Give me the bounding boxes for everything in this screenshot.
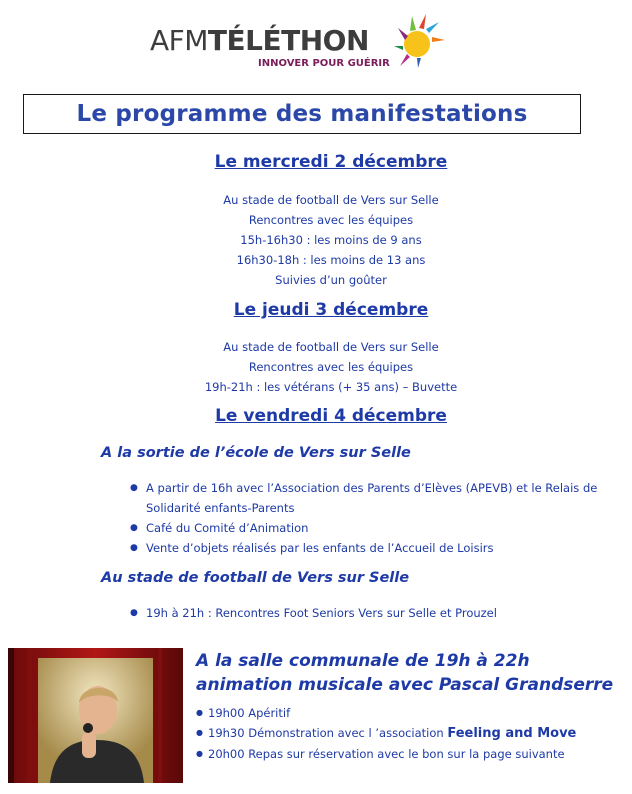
logo-wordmark [150,24,369,57]
singer-photo [8,648,183,783]
sun-icon [390,8,448,70]
list-item: ● 19h00 Apéritif [196,703,626,723]
stadium-list [128,603,608,623]
item-text: 19h30 Démonstration avec l ’association [208,726,448,740]
wednesday-heading: Le mercredi 2 décembre [214,152,448,172]
afm-telethon-logo [150,8,450,70]
list-item: ● A partir de 16h avec l’Association des Parents d’Elèves (APEVB) et le Relais de Solidarité enfants-Parents [128,478,608,518]
info-line: 19h-21h : les vétérans (+ 35 ans) – Buvette [204,380,458,394]
page-title: Le programme des manifestations [76,101,528,127]
list-item: ● 20h00 Repas sur réservation avec le bon sur la page suivante [196,744,626,764]
logo-telethon: TÉLÉTHON [207,24,369,57]
list-item [196,723,626,744]
salle-title-line: animation musicale avec Pascal Grandserre [196,675,614,695]
salle-list [196,703,626,764]
thursday-heading: Le jeudi 3 décembre [233,300,429,320]
info-line: Au stade de football de Vers sur Selle [223,340,439,354]
wednesday-details [0,190,632,290]
logo-tagline: INNOVER POUR GUÉRIR [258,58,390,69]
info-line: 15h-16h30 : les moins de 9 ans [240,233,422,247]
salle-heading [196,649,626,697]
list-item: ● 19h à 21h : Rencontres Foot Seniors Vers sur Selle et Prouzel [128,603,608,623]
list-item: ● Vente d’objets réalisés par les enfants de l’Accueil de Loisirs [128,538,608,558]
association-name: Feeling and Move [447,726,577,741]
info-line: Au stade de football de Vers sur Selle [223,193,439,207]
friday-heading: Le vendredi 4 décembre [215,406,447,426]
school-heading: A la sortie de l’école de Vers sur Selle [101,445,411,461]
info-line: Rencontres avec les équipes [248,360,414,374]
info-line: Suivies d’un goûter [275,273,387,287]
school-list [128,478,608,558]
stadium-heading: Au stade de football de Vers sur Selle [101,570,410,586]
salle-title-line: A la salle communale de 19h à 22h [196,651,530,671]
list-item: ● Café du Comité d’Animation [128,518,608,538]
logo-afm: AFM [150,24,208,57]
info-line: 16h30-18h : les moins de 13 ans [236,253,426,267]
thursday-details [0,337,632,397]
page-title-box [23,94,581,134]
info-line: Rencontres avec les équipes [248,213,414,227]
